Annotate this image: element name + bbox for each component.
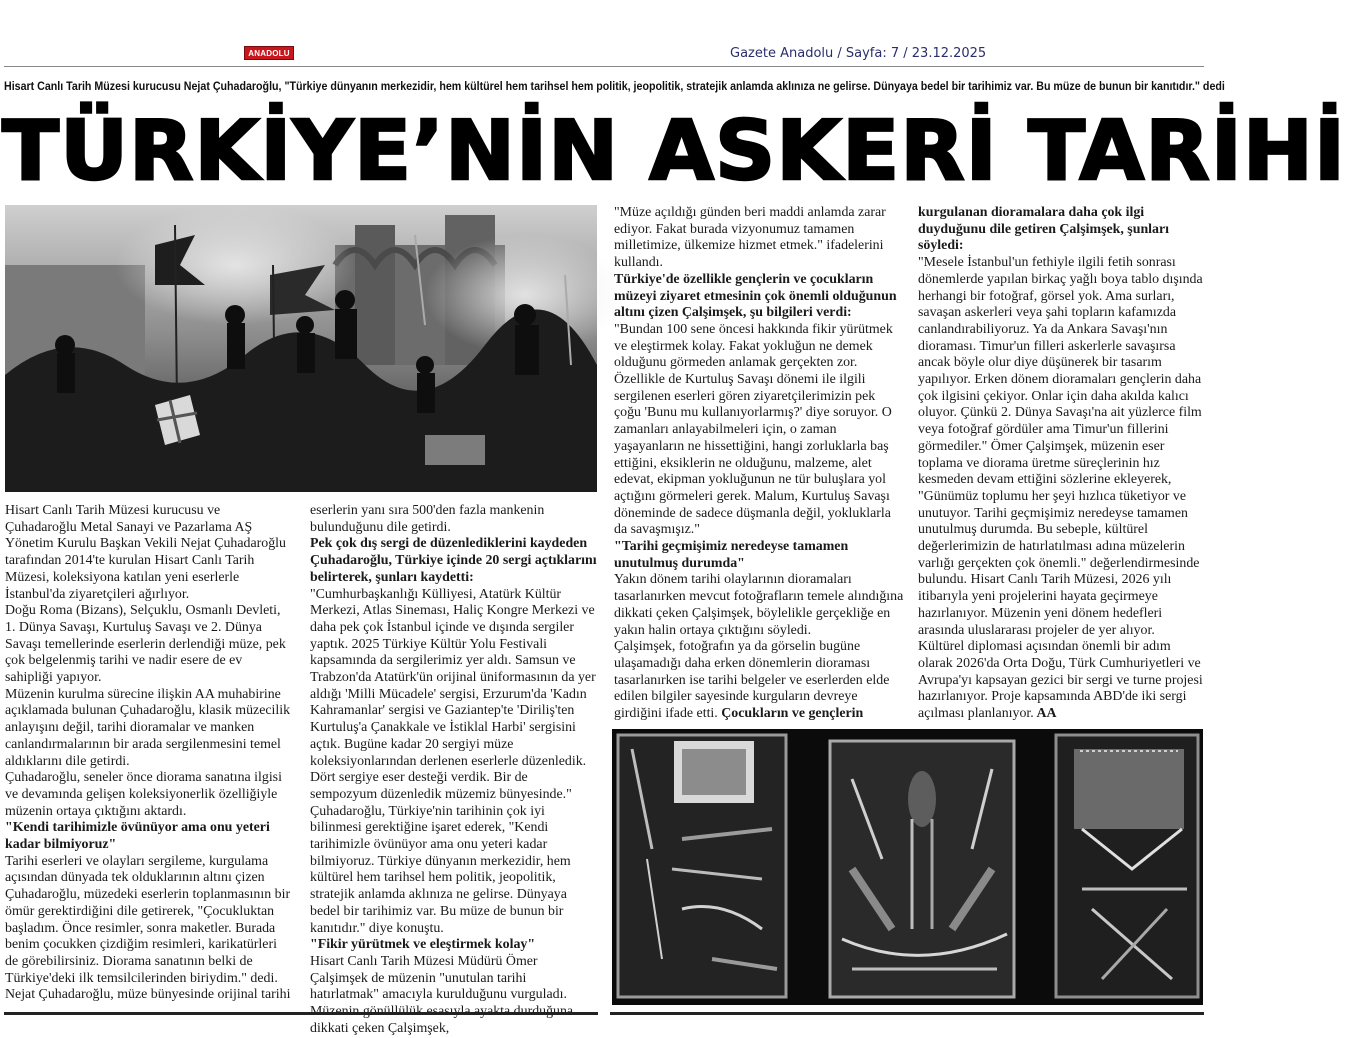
paragraph-text: Hisart Canlı Tarih Müzesi kurucusu ve Çuhadaroğlu Metal Sanayi ve Pazarlama AŞ Yönetim Kurulu Başkan Vekili Nejat Çuhadaroğlu tarafından 2014'te kurulan Hisart Canlı Tarih Müzesi, koleksiyona katılan yeni eserlerle İstanbul'da ziyaretçileri ağırlıyor. bbox=[5, 503, 286, 602]
paragraph-text: Çuhadaroğlu, Türkiye'nin tarihinin çok iyi bilinmesi gerektiğine işaret ederek, "Kendi tarihimizle övünüyor ama onu yeteri kadar bilmiyoruz. Türkiye dünyanın merkezidir, hem kültürel hem tarihsel hem politik, jeopolitik, stratejik anlamda aklınıza ne gelirse. Dünyaya bedel bir tarihimiz var. Bu müze de bunun bir kanıtıdır." diye konuştu. bbox=[310, 803, 571, 936]
subheading bbox=[5, 820, 293, 853]
article-column-1 bbox=[5, 503, 293, 1004]
subheading bbox=[614, 539, 904, 572]
paragraph bbox=[5, 603, 293, 687]
paragraph-text: "Bundan 100 sene öncesi hakkında fikir yürütmek ve eleştirmek kolay. Fakat yokluğun ne demek olduğunu görmeden anlamak gerçekten zor. Özellikle de Kurtuluş Savaşı dönemi ile ilgili sergilenen eserleri gören ziyaretçilerimizin pek çoğu 'Bunu mu kullanıyorlarmış?' diye soruyor. O zamanları anlayabilmeleri için, o zaman yaşayanların ne hissettiğini, hangi zorluklarla baş ettiğini, eksiklerin ne olduğunu, malzeme, alet edevat, ekipman yokluğunun ne tür buluşlara yol açtığını görmeleri gerek. Malum, Kurtuluş Savaşı döneminde de sadece düşmanla değil, yokluklarla da savaşmışız." bbox=[614, 321, 893, 538]
paragraph-text: "Cumhurbaşkanlığı Külliyesi, Atatürk Kültür Merkezi, Atlas Sineması, Haliç Kongre Merkezi ve daha pek çok İstanbul içinde ve dışında sergiler yaptık. 2025 Türkiye Kültür Yolu Festivali kapsamında da sergilerimiz yer aldı. Samsun ve Trabzon'da Atatürk'ün orijinal üniformasının da yer aldığı 'Milli Mücadele' sergisi, Erzurum'da 'Kadın Kahramanlar' sergisi ve Gaziantep'te 'Diriliş'ten Kurtuluş'a Çanakkale ve İstiklal Harbi' sergisini açtık. Bugüne kadar 20 sergiyi müze koleksiyonlarından derlenen eserlerle düzenledik. Dört sergiye eser desteği verdik. Bir de sempozyum düzenledik müzemiz bünyesinde." bbox=[310, 586, 596, 802]
paragraph-text: Çalşimşek, fotoğrafın ya da görselin bugüne ulaşamadığı daha erken dönemlerin dioraması tasarlanırken ise tarihi belgeler ve eserlerden elde edilen bilgiler sayesinde kurguların devreye girdiğini ifade etti. bbox=[614, 639, 890, 722]
paragraph-text: Tarihi eserleri ve olayları sergileme, kurgulama açısından dünyada tek olduklarının altını çizen Çuhadaroğlu, müzedeki eserlerin toplanmasının bir ömür gerektirdiğini dile getirerek, "Çocukluktan başladım. Önce resimler, sonra maketler. Burada benim çocukken çizdiğim resimleri, karikatürleri de görebilirsiniz. Diorama sanatının belki de Türkiye'deki ilk temsilcilerinden biriydim." dedi. bbox=[5, 853, 291, 986]
paragraph bbox=[614, 322, 904, 539]
paragraph-text: Nejat Çuhadaroğlu, müze bünyesinde orijinal tarihi bbox=[5, 987, 291, 1003]
subheading bbox=[614, 272, 904, 322]
bold-continuation: Çocukların ve gençlerin bbox=[717, 706, 864, 722]
paragraph-text: "Mesele İstanbul'un fethiyle ilgili fetih sonrası dönemlerde yapılan birkaç yağlı boya tablo dışında herhangi bir fotoğraf, görsel yok. Ama surları, savaşan askerleri veya şahi topların kafamızda canlandırabiliyoruz. Ya da Ankara Savaşı'nın dioraması. Timur'un filleri askerlerle savaşırsa ancak böyle olur diye düşünerek bir tasarım yapılıyor. Erken dönem dioramaları gençlerin daha çok ilgisini çekiyor. Onlar için daha akılda kalıcı oluyor. Çünkü 2. Dünya Savaşı'na ait yüzlerce film veya fotoğraf gördüler ama Timur'un fillerini görmediler." Ömer Çalşimşek, müzenin eser toplama ve diorama üretme süreçlerinin hız kesmeden devam ettiğini sözlerine ekleyerek, "Günümüz toplumu her şeyi hızlıca tüketiyor ve unutuyor. Tarihi geçmişimiz neredeyse tamamen unutulmuş durumda. Bu sebeple, kültürel değerlerimizin de hatırlatılması adına müzelerin varlığı gerçekten çok önemli." değerlendirmesinde bulundu. Hisart Canlı Tarih Müzesi, 2026 yılı itibarıyla yeni projelerini hayata geçirmeye hazırlanıyor. Müzenin yeni dönem hedefleri arasında uluslararası projeler de yer alıyor. Kültürel diplomasi açısından önemli bir adım olarak 2026'da Orta Doğu, Türk Cumhuriyetleri ve Avrupa'yı kapsayan gezici bir sergi ve turne projesi hazırlanıyor. Proje kapsamında ABD'de iki sergi açılması planlanıyor. bbox=[918, 255, 1203, 722]
subheading-text: "Kendi tarihimizle övünüyor ama onu yeteri kadar bilmiyoruz" bbox=[5, 820, 270, 853]
paragraph bbox=[310, 503, 597, 536]
paragraph bbox=[614, 205, 904, 272]
paragraph bbox=[614, 639, 904, 723]
subheading bbox=[918, 205, 1204, 255]
paragraph bbox=[310, 804, 597, 938]
article-column-3 bbox=[614, 205, 904, 723]
subheading-text: kurgulanan dioramalara daha çok ilgi duyduğunu dile getiren Çalşimşek, şunları söyledi: bbox=[918, 205, 1169, 254]
subheading bbox=[310, 937, 597, 954]
paragraph bbox=[5, 854, 293, 988]
headline: TÜRKİYE’NİN ASKERİ TARİHİ bbox=[2, 104, 1346, 199]
paragraph bbox=[5, 770, 293, 820]
paragraph bbox=[918, 255, 1204, 723]
top-divider bbox=[4, 66, 1204, 67]
paragraph bbox=[310, 587, 597, 804]
newspaper-logo: ANADOLU bbox=[244, 46, 294, 60]
paragraph bbox=[5, 687, 293, 771]
bold-continuation: AA bbox=[1033, 706, 1057, 722]
paragraph-text: Yakın dönem tarihi olaylarının dioramaları tasarlanırken mevcut fotoğrafların temele alındığına dikkati çeken Çalşimşek, böylelikle gerçekliğe en yakın halin ortaya çıktığını söyledi. bbox=[614, 572, 904, 638]
subheading-text: "Fikir yürütmek ve eleştirmek kolay" bbox=[310, 937, 536, 953]
article-column-4 bbox=[918, 205, 1204, 723]
article-column-2 bbox=[310, 503, 597, 1038]
spot-line: Hisart Canlı Tarih Müzesi kurucusu Nejat Çuhadaroğlu, "Türkiye dünyanın merkezidir, hem kültürel hem tarihsel hem politik, jeopolitik, stratejik anlamda aklınıza ne gelirse. Dünyaya bedel bir tarihimiz var. Bu müze de bunun bir kanıtıdır." dedi bbox=[4, 79, 1225, 93]
subheading-text: Pek çok dış sergi de düzenlediklerini kaydeden Çuhadaroğlu, Türkiye içinde 20 sergi açtıklarını belirterek, şunları kaydetti: bbox=[310, 536, 597, 585]
paragraph-text: eserlerin yanı sıra 500'den fazla mankenin bulunduğunu dile getirdi. bbox=[310, 503, 545, 535]
masthead-info: Gazete Anadolu / Sayfa: 7 / 23.12.2025 bbox=[730, 46, 987, 61]
paragraph bbox=[614, 572, 904, 639]
battle-diorama-photo bbox=[5, 205, 597, 492]
museum-weapons-display-photo bbox=[612, 729, 1203, 1005]
subheading-text: "Tarihi geçmişimiz neredeyse tamamen unutulmuş durumda" bbox=[614, 539, 849, 571]
bottom-divider-right bbox=[610, 1012, 1204, 1015]
bottom-divider-left bbox=[4, 1012, 598, 1015]
paragraph-text: "Müze açıldığı günden beri maddi anlamda zarar ediyor. Fakat burada vizyonumuz tamamen milletimize, ülkemize hizmet etmek." ifadelerini kullandı. bbox=[614, 205, 886, 271]
subheading bbox=[310, 536, 597, 586]
subheading-text: Türkiye'de özellikle gençlerin ve çocukların müzeyi ziyaret etmesinin çok önemli olduğunun altını çizen Çalşimşek, şu bilgileri verdi: bbox=[614, 271, 897, 321]
paragraph bbox=[5, 503, 293, 603]
paragraph-text: Müzenin kurulma sürecine ilişkin AA muhabirine açıklamada bulunan Çuhadaroğlu, klasik müzecilik anlayışını değil, tarihi dioramalar ve manken canlandırmalarının bir arada sergilenmesini temel aldıklarını dile getirdi. bbox=[5, 686, 291, 769]
paragraph bbox=[310, 954, 597, 1038]
paragraph bbox=[5, 987, 293, 1004]
paragraph-text: Çuhadaroğlu, seneler önce diorama sanatına ilgisi ve devamında gelişen koleksiyonerlik özelliğiyle müzenin ortaya çıktığını aktardı. bbox=[5, 770, 282, 819]
paragraph-text: Hisart Canlı Tarih Müzesi Müdürü Ömer Çalşimşek de müzenin "unutulan tarihi hatırlatmak" amacıyla kurulduğunu vurguladı. dikkati çeken Çalşimşek, bbox=[310, 953, 567, 1036]
paragraph-text: Doğu Roma (Bizans), Selçuklu, Osmanlı Devleti, 1. Dünya Savaşı, Kurtuluş Savaşı ve 2. Dünya Savaşı temellerinde eserlerin derlendiği müze, pek çok belgelenmiş tarihi ve nadir esere de ev sahipliği yapıyor. bbox=[5, 603, 286, 686]
